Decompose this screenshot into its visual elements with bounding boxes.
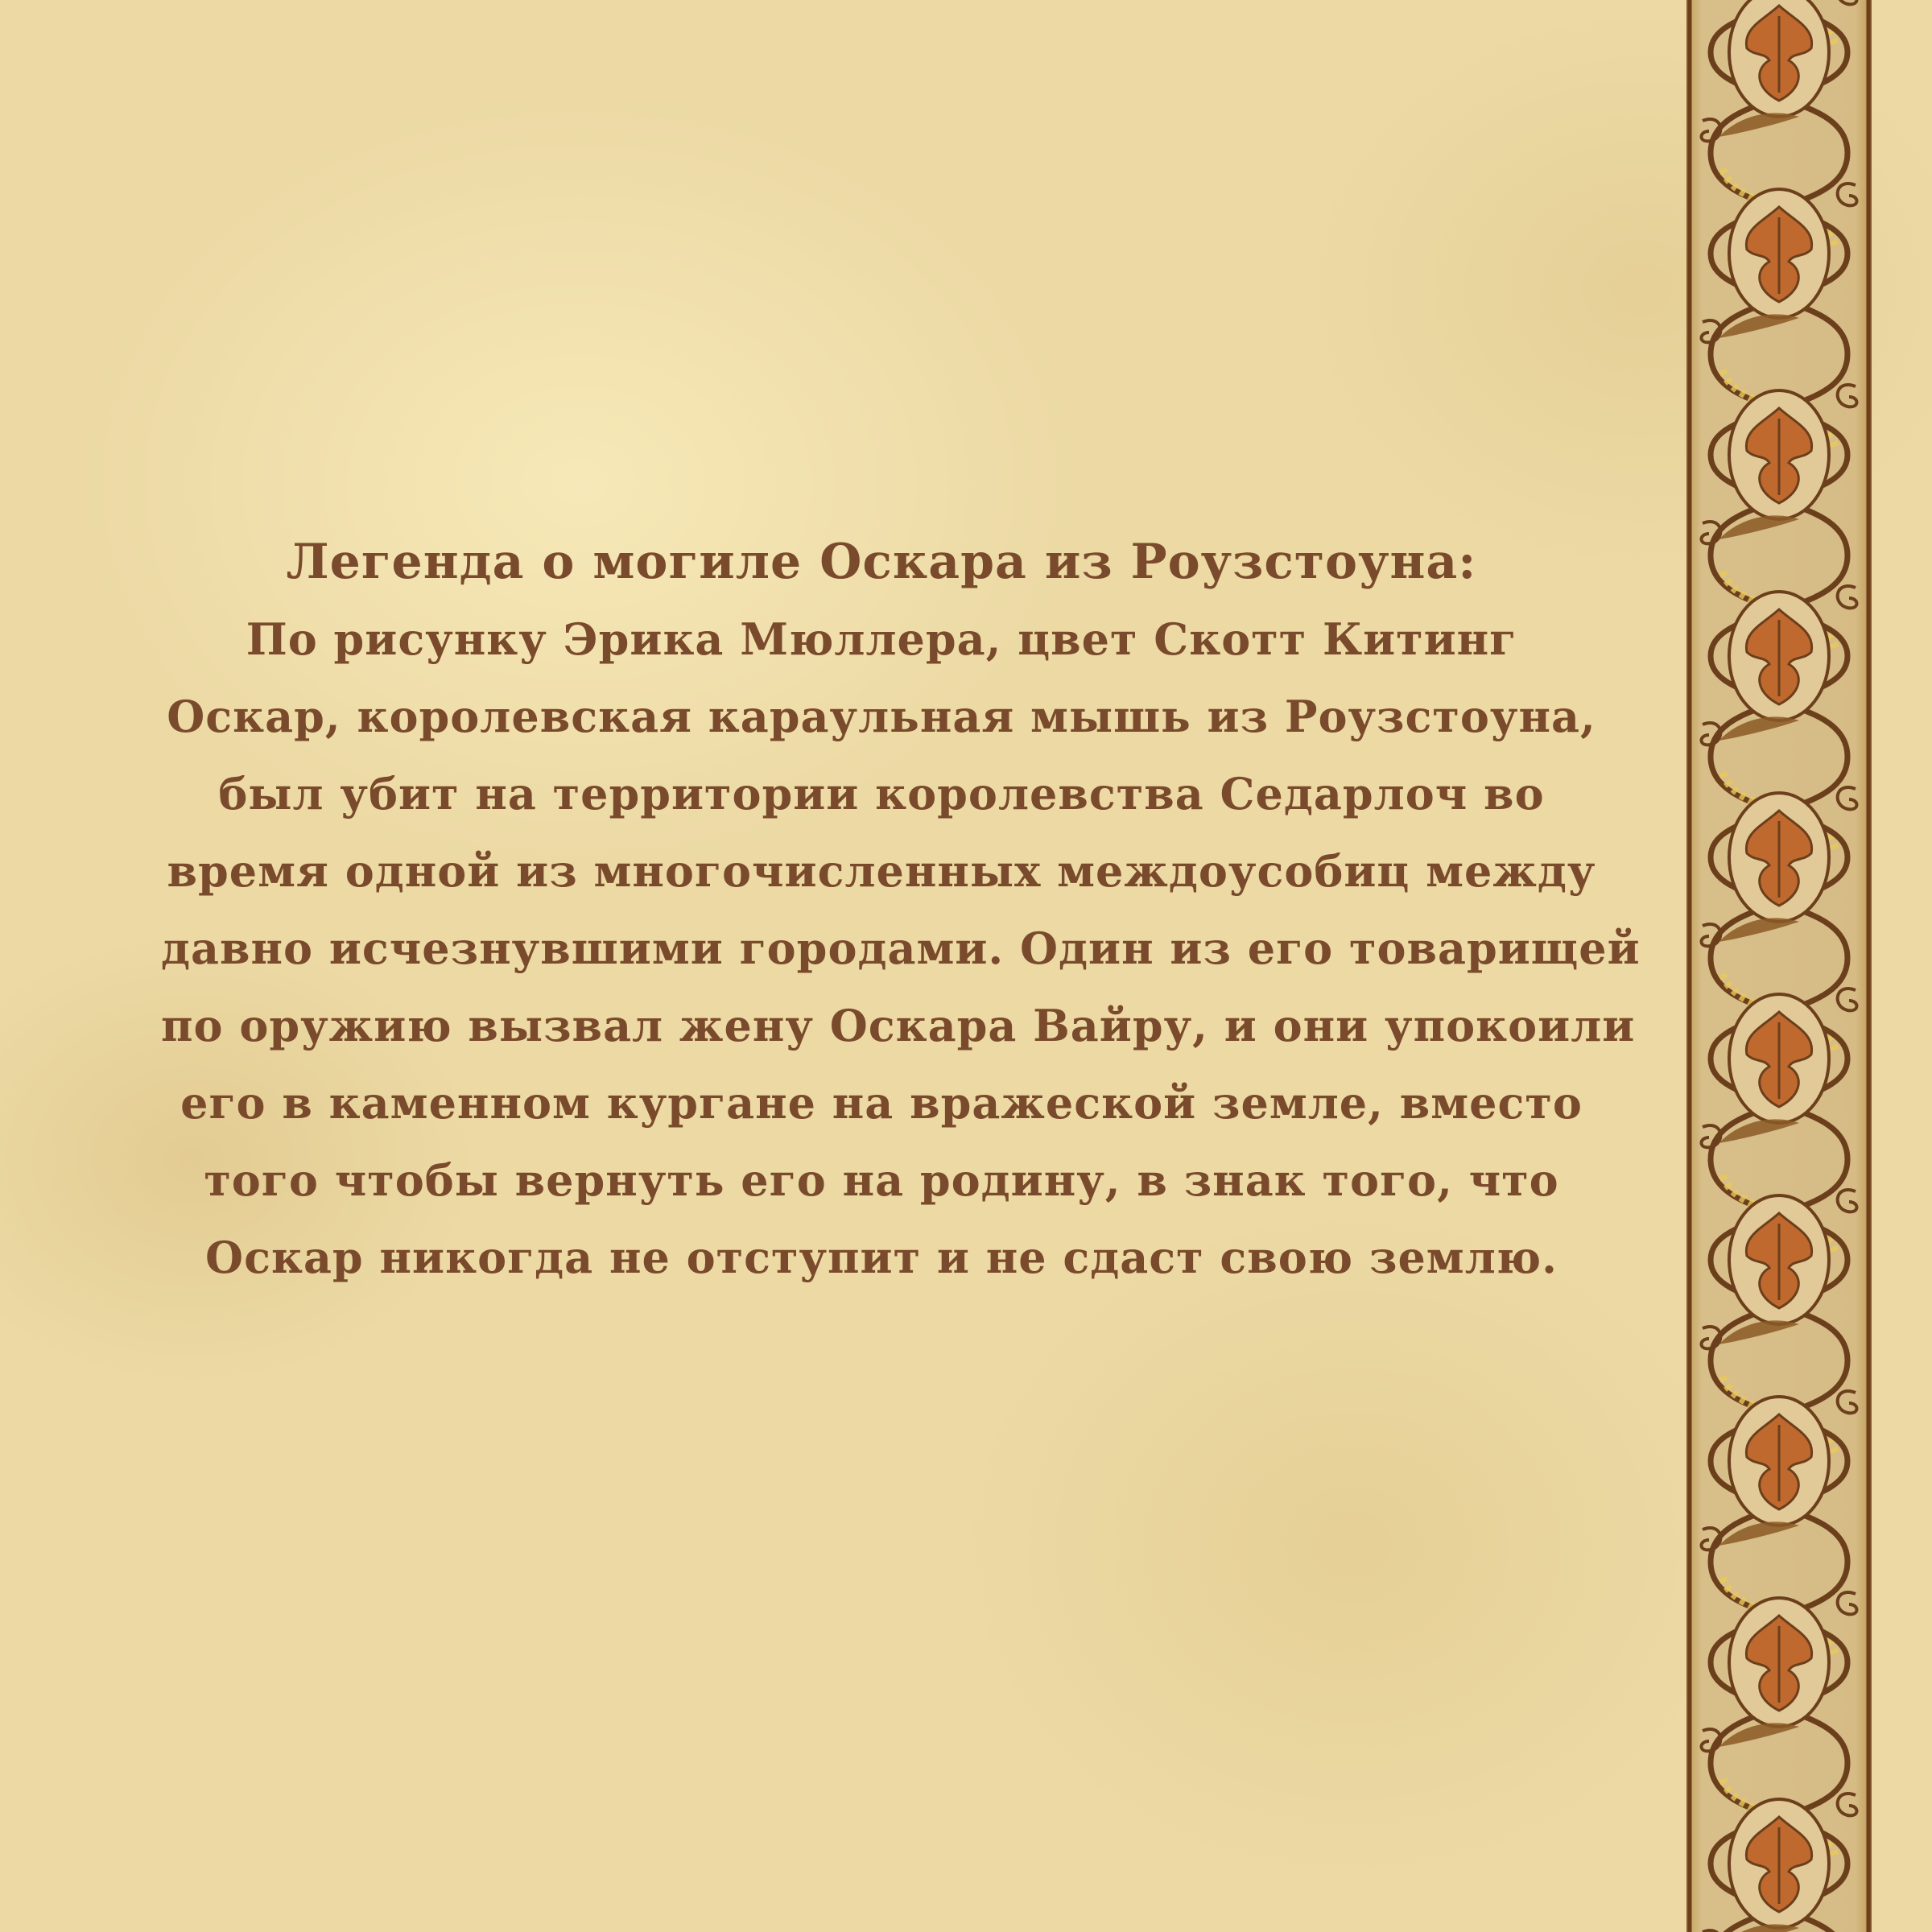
legend-text-block [161,523,1641,1296]
legend-line: его в каменном кургане на вражеской земле, вместо [180,1077,1583,1129]
legend-title: Легенда о могиле Оскара из Роузстоуна: [286,534,1477,590]
legend-line: Оскар, королевская караульная мышь из Роузстоуна, [167,691,1596,742]
tendril-curl [1838,586,1857,608]
tendril-curl [1838,1391,1857,1413]
tendril-curl [1838,385,1857,407]
legend-line: Оскар никогда не отступит и не сдаст свою землю. [205,1232,1558,1283]
legend-line: был убит на территории королевства Седарлоч во [218,768,1545,819]
tendril-curl [1838,1190,1857,1212]
tendril-curl [1838,1592,1857,1614]
tendril-curl [1838,787,1857,809]
ornamental-border [1686,0,1872,1932]
legend-line: время одной из многочисленных междоусобиц между [167,845,1596,897]
tendril-curl [1838,184,1857,205]
vine-ornament-icon [1686,0,1872,1932]
tendril-curl [1838,1794,1857,1815]
legend-line: по оружию вызвал жену Оскара Вайру, и они упокоили [161,1000,1636,1051]
legend-line: По рисунку Эрика Мюллера, цвет Скотт Китинг [246,613,1517,665]
tendril-curl [1838,989,1857,1010]
tendril-curl [1838,0,1857,4]
legend-line: давно исчезнувшими городами. Один из его товарищей [161,923,1641,974]
legend-line: того чтобы вернуть его на родину, в знак того, что [204,1154,1559,1206]
